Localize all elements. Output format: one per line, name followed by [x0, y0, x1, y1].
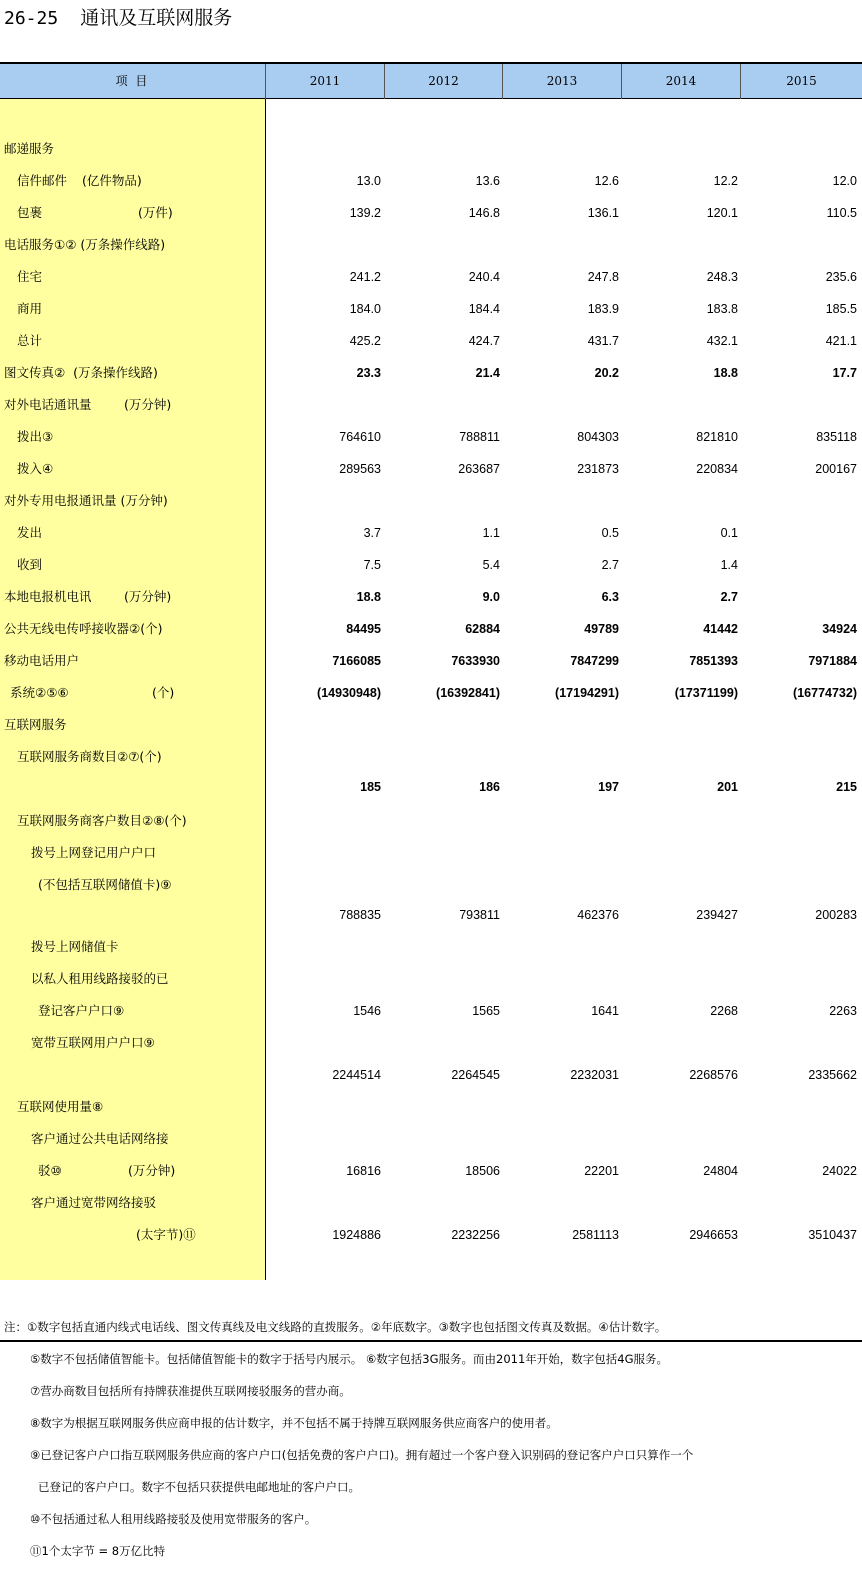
header-year-2013: 2013	[503, 64, 622, 99]
row-label: 以私人租用线路接驳的已	[31, 971, 169, 986]
table-row	[0, 138, 862, 160]
cell-value-2012: 186	[479, 780, 500, 794]
cell-value-2013: 183.9	[587, 302, 619, 316]
cell-value-2015: 24022	[822, 1164, 857, 1178]
table-header	[0, 62, 862, 99]
cell-value-2011: 3.7	[363, 526, 381, 540]
cell-value-2014: 18.8	[713, 366, 738, 380]
table-row	[0, 682, 862, 704]
table-row	[0, 1160, 862, 1182]
cell-value-2014: 12.2	[713, 174, 738, 188]
table-row	[0, 554, 862, 576]
row-unit: (太字节)⑪	[136, 1227, 196, 1242]
cell-value-2013: 6.3	[601, 590, 619, 604]
table-row	[0, 234, 862, 256]
cell-value-2015: 235.6	[825, 270, 857, 284]
footnote-line: 注：①数字包括直通内线式电话线、图文传真线及电文线路的直拨服务。②年底数字。③数字也包括图文传真及数据。④估计数字。	[4, 1320, 667, 1334]
table-row	[0, 522, 862, 544]
table-row	[0, 904, 862, 926]
table-row	[0, 746, 862, 768]
row-unit: (万分钟)	[124, 589, 172, 604]
row-label: 对外专用电报通讯量 (万分钟)	[4, 493, 168, 508]
cell-value-2014: 120.1	[706, 206, 738, 220]
statistics-table	[0, 62, 862, 1280]
table-title	[4, 6, 232, 31]
cell-value-2012: 7633930	[451, 654, 500, 668]
row-unit: (万分钟)	[128, 1163, 176, 1178]
cell-value-2013: 2.7	[601, 558, 619, 572]
cell-value-2011: 7.5	[363, 558, 381, 572]
row-label: 本地电报机电讯	[4, 589, 92, 604]
cell-value-2012: 21.4	[475, 366, 500, 380]
table-row	[0, 1032, 862, 1054]
cell-value-2011: 2244514	[332, 1068, 381, 1082]
cell-value-2014: 2268576	[689, 1068, 738, 1082]
cell-value-2014: (17371199)	[674, 686, 738, 700]
row-label: 邮递服务	[4, 141, 55, 156]
table-row	[0, 586, 862, 608]
table-row	[0, 490, 862, 512]
table-row	[0, 650, 862, 672]
cell-value-2013: 804303	[577, 430, 619, 444]
row-label: 互联网服务商数目②⑦(个)	[17, 749, 162, 764]
row-label: 拨出③	[17, 429, 54, 444]
cell-value-2013: 2581113	[572, 1228, 619, 1242]
cell-value-2013: 20.2	[594, 366, 619, 380]
cell-value-2014: 24804	[703, 1164, 738, 1178]
cell-value-2012: (16392841)	[436, 686, 500, 700]
cell-value-2011: 139.2	[349, 206, 381, 220]
table-row	[0, 330, 862, 352]
cell-value-2013: 22201	[584, 1164, 619, 1178]
header-year-2012: 2012	[385, 64, 503, 99]
cell-value-2015: 215	[836, 780, 857, 794]
cell-value-2014: 248.3	[706, 270, 738, 284]
cell-value-2013: 136.1	[587, 206, 619, 220]
cell-value-2011: 18.8	[356, 590, 381, 604]
cell-value-2014: 432.1	[706, 334, 738, 348]
cell-value-2013: 247.8	[587, 270, 619, 284]
cell-value-2012: 263687	[458, 462, 500, 476]
cell-value-2015: (16774732)	[793, 686, 857, 700]
row-label: 拨号上网储值卡	[31, 939, 119, 954]
cell-value-2015: 34924	[822, 622, 857, 636]
row-unit: (个)	[152, 685, 175, 700]
header-item-label: 项 目	[0, 64, 266, 99]
header-year-2015: 2015	[786, 74, 817, 88]
cell-value-2013: 49789	[584, 622, 619, 636]
table-row	[0, 618, 862, 640]
cell-value-2013: 231873	[577, 462, 619, 476]
cell-value-2011: 241.2	[349, 270, 381, 284]
cell-value-2013: 7847299	[570, 654, 619, 668]
cell-value-2015: 110.5	[826, 206, 857, 220]
cell-value-2011: 764610	[339, 430, 381, 444]
cell-value-2012: 13.6	[475, 174, 500, 188]
table-row	[0, 714, 862, 736]
cell-value-2015: 17.7	[832, 366, 857, 380]
cell-value-2014: 239427	[696, 908, 738, 922]
table-row	[0, 776, 862, 798]
row-label: 登记客户户口⑨	[38, 1003, 125, 1018]
row-label: 图文传真② (万条操作线路)	[4, 365, 158, 380]
table-row	[0, 394, 862, 416]
table-row	[0, 1192, 862, 1214]
cell-value-2011: 185	[360, 780, 381, 794]
cell-value-2015: 200167	[815, 462, 857, 476]
table-row	[0, 458, 862, 480]
table-row	[0, 266, 862, 288]
cell-value-2015: 835118	[816, 430, 857, 444]
header-year-2011: 2011	[266, 64, 385, 99]
cell-value-2012: 18506	[465, 1164, 500, 1178]
footnote-line: ⑨已登记客户户口指互联网服务供应商的客户户口(包括免费的客户户口)。拥有超过一个客户登入识别码的登记客户户口只算作一个	[30, 1448, 694, 1462]
cell-value-2014: 0.1	[720, 526, 738, 540]
cell-value-2013: 197	[598, 780, 619, 794]
row-label: 住宅	[17, 269, 43, 284]
cell-value-2011: 788835	[339, 908, 381, 922]
cell-value-2014: 2268	[710, 1004, 738, 1018]
row-label: 客户通过宽带网络接驳	[31, 1195, 157, 1210]
cell-value-2012: 2264545	[451, 1068, 500, 1082]
cell-value-2011: 425.2	[349, 334, 381, 348]
footnote-line: ⑪1个太字节 = 8万亿比特	[30, 1544, 166, 1558]
cell-value-2015: 200283	[815, 908, 857, 922]
row-label: 公共无线电传呼接收器②(个)	[4, 621, 163, 636]
cell-value-2015: 185.5	[825, 302, 857, 316]
cell-value-2011: 13.0	[356, 174, 381, 188]
cell-value-2014: 201	[717, 780, 738, 794]
table-row	[0, 936, 862, 958]
row-label: 系统②⑤⑥	[10, 685, 69, 700]
table-row	[0, 1224, 862, 1246]
cell-value-2012: 146.8	[468, 206, 500, 220]
cell-value-2012: 184.4	[468, 302, 500, 316]
cell-value-2011: 184.0	[349, 302, 381, 316]
cell-value-2012: 793811	[459, 908, 500, 922]
cell-value-2011: 7166085	[332, 654, 381, 668]
row-label: 总计	[17, 333, 43, 348]
row-label: 客户通过公共电话网络接	[31, 1131, 169, 1146]
cell-value-2013: 431.7	[587, 334, 619, 348]
footnote-line: ⑦营办商数目包括所有持牌获准提供互联网接驳服务的营办商。	[30, 1384, 351, 1398]
row-label: 包裹	[17, 205, 43, 220]
row-label: 宽带互联网用户户口⑨	[31, 1035, 155, 1050]
table-row	[0, 1000, 862, 1022]
cell-value-2012: 9.0	[482, 590, 500, 604]
row-label: (不包括互联网储值卡)⑨	[38, 877, 172, 892]
cell-value-2012: 2232256	[451, 1228, 500, 1242]
table-row	[0, 426, 862, 448]
cell-value-2013: 462376	[577, 908, 619, 922]
cell-value-2012: 240.4	[468, 270, 500, 284]
row-label: 驳⑩	[38, 1163, 62, 1178]
row-label: 互联网使用量⑧	[17, 1099, 104, 1114]
cell-value-2012: 1565	[472, 1004, 500, 1018]
row-label: 对外电话通讯量	[4, 397, 92, 412]
cell-value-2011: 1546	[353, 1004, 381, 1018]
cell-value-2012: 1.1	[482, 526, 500, 540]
cell-value-2011: 16816	[346, 1164, 381, 1178]
row-label: 拨号上网登记用户户口	[31, 845, 157, 860]
cell-value-2014: 2946653	[689, 1228, 738, 1242]
table-bottom-rule	[0, 1340, 862, 1342]
cell-value-2013: (17194291)	[555, 686, 619, 700]
table-row	[0, 874, 862, 896]
row-label: 电话服务①② (万条操作线路)	[4, 237, 166, 252]
cell-value-2015: 2335662	[808, 1068, 857, 1082]
table-row	[0, 1096, 862, 1118]
cell-value-2013: 0.5	[601, 526, 619, 540]
table-row	[0, 362, 862, 384]
cell-value-2015: 7971884	[808, 654, 857, 668]
row-label: 信件邮件	[17, 173, 68, 188]
row-label: 商用	[17, 301, 43, 316]
cell-value-2015: 2263	[829, 1004, 857, 1018]
table-number: 26-25	[4, 8, 59, 29]
table-row	[0, 202, 862, 224]
cell-value-2011: (14930948)	[317, 686, 381, 700]
row-label: 发出	[17, 525, 43, 540]
table-title-text: 通讯及互联网服务	[80, 7, 233, 29]
row-unit: (万件)	[138, 205, 173, 220]
cell-value-2015: 421.1	[825, 334, 857, 348]
table-row	[0, 842, 862, 864]
table-row	[0, 810, 862, 832]
header-year-2014: 2014	[622, 64, 741, 99]
row-label: 互联网服务商客户数目②⑧(个)	[17, 813, 187, 828]
row-label: 互联网服务	[4, 717, 67, 732]
row-label: 移动电话用户	[4, 653, 80, 668]
cell-value-2014: 41442	[703, 622, 738, 636]
cell-value-2014: 2.7	[720, 590, 738, 604]
table-row	[0, 298, 862, 320]
row-unit: (万分钟)	[124, 397, 172, 412]
footnote-line: ⑧数字为根据互联网服务供应商申报的估计数字，并不包括不属于持牌互联网服务供应商客户的使用者。	[30, 1416, 558, 1430]
cell-value-2012: 62884	[465, 622, 500, 636]
footnote-line: 已登记的客户户口。数字不包括只获提供电邮地址的客户户口。	[38, 1480, 360, 1494]
cell-value-2014: 1.4	[720, 558, 738, 572]
cell-value-2012: 424.7	[468, 334, 500, 348]
cell-value-2014: 220834	[696, 462, 738, 476]
table-row	[0, 968, 862, 990]
cell-value-2011: 23.3	[356, 366, 381, 380]
table-row	[0, 1064, 862, 1086]
cell-value-2015: 12.0	[832, 174, 857, 188]
table-row	[0, 1128, 862, 1150]
footnote-line: ⑩不包括通过私人租用线路接驳及使用宽带服务的客户。	[30, 1512, 317, 1526]
cell-value-2011: 289563	[339, 462, 381, 476]
cell-value-2011: 84495	[346, 622, 381, 636]
row-label: 拨入④	[17, 461, 54, 476]
cell-value-2013: 1641	[591, 1004, 619, 1018]
cell-value-2013: 12.6	[594, 174, 619, 188]
row-unit: (亿件物品)	[82, 173, 142, 188]
cell-value-2014: 7851393	[689, 654, 738, 668]
row-label: 收到	[17, 557, 43, 572]
cell-value-2014: 183.8	[706, 302, 738, 316]
cell-value-2012: 788811	[459, 430, 500, 444]
cell-value-2011: 1924886	[332, 1228, 381, 1242]
table-row	[0, 170, 862, 192]
cell-value-2014: 821810	[696, 430, 738, 444]
cell-value-2012: 5.4	[482, 558, 500, 572]
cell-value-2013: 2232031	[570, 1068, 619, 1082]
footnote-line: ⑤数字不包括储值智能卡。包括储值智能卡的数字于括号内展示。 ⑥数字包括3G服务。而由2011年开始，数字包括4G服务。	[30, 1352, 668, 1366]
cell-value-2015: 3510437	[808, 1228, 857, 1242]
